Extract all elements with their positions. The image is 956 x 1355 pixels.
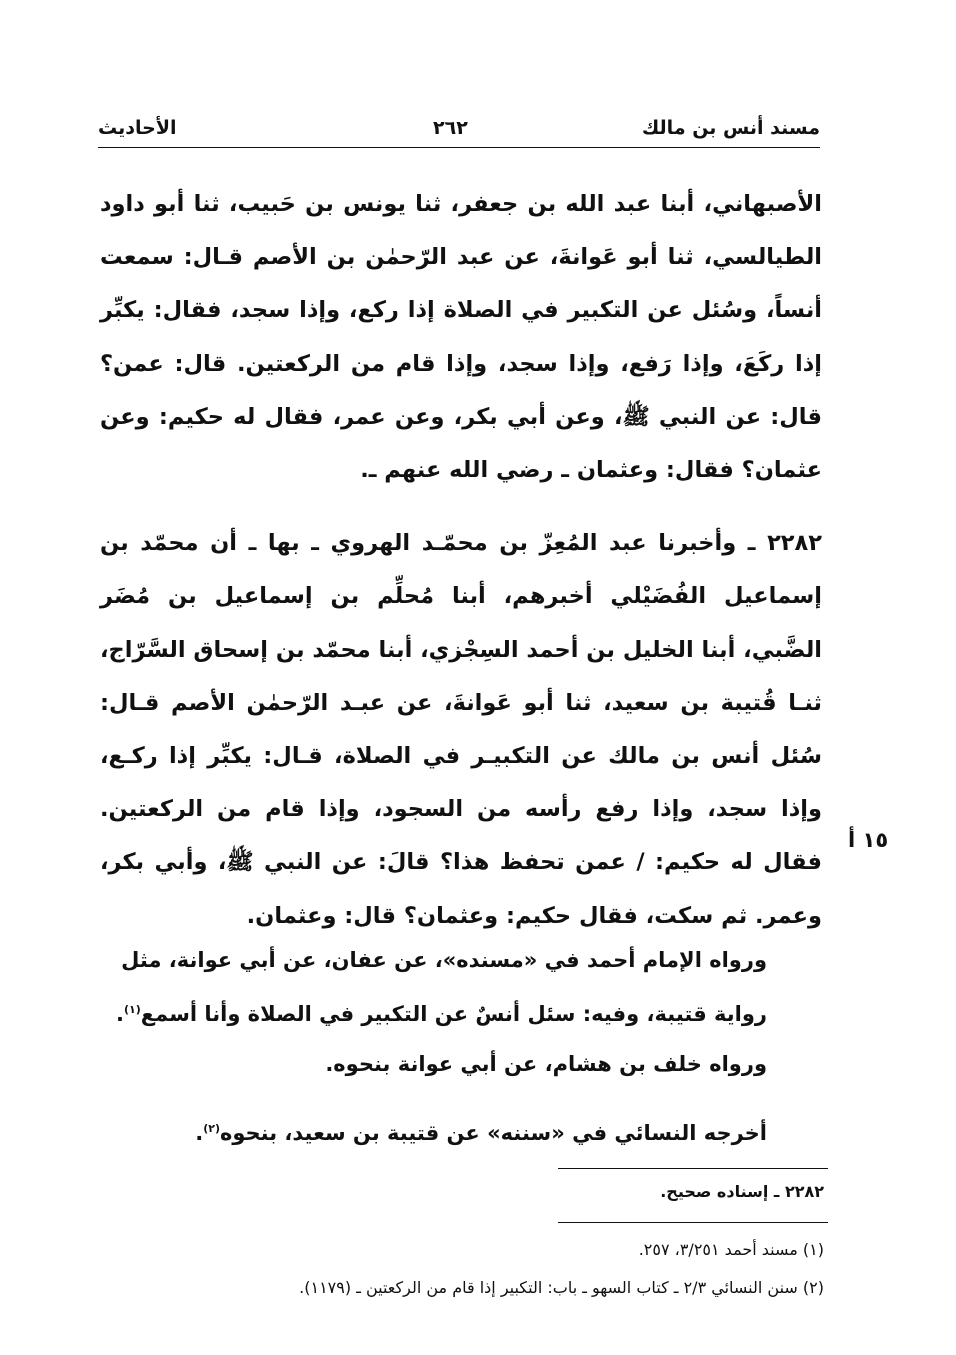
- hadith-continuation: الأصبهاني، أبنا عبد الله بن جعفر، ثنا يونس بن حَبيب، ثنا أبو داود الطيالسي، ثنا أبو عَوانةَ، عن عبد الرّحمٰن بن الأصم قـال: سمعت أنساً، وسُئل عن التكبير في الصلاة إذا ركع، وإذا سجد، فقال: يكبِّر إذا ركَعَ، وإذا رَفع، وإذا سجد، وإذا قام من الركعتين. قال: عمن؟ قال: عن النبي ﷺ، وعن أبي بكر، وعن عمر، فقال له حكيم: وعن عثمان؟ فقال: وعثمان ـ رضي الله عنهم ـ.: [100, 191, 822, 484]
- page-number: ٢٦٢: [433, 117, 468, 139]
- commentary-nasai-text: أخرجه النسائي في «سننه» عن قتيبة بن سعيد، بنحوه: [219, 1121, 767, 1145]
- hadith-2282: ٢٢٨٢ ـ وأخبرنا عبد المُعِزّ بن محمّـد الهروي ـ بها ـ أن محمّد بن إسماعيل الفُضَيْلي أخبرهم، أبنا مُحلِّم بن إسماعيل بن مُضَر الضَّبي، أبنا الخليل بن أحمد السِجْزي، أبنا محمّد بن إسحاق السَّرّاج، ثنـا قُتيبة بن سعيد، ثنا أبو عَوانةَ، عن عبـد الرّحمٰن الأصم قـال: سُئل أنس بن مالك عن التكبيـر في الصلاة، قـال: يكبِّر إذا ركـع، وإذا سجد، وإذا رفع رأسه من السجود، وإذا قام من الركعتين. فقال له حكيم: / عمن تحفظ هذا؟ قالَ: عن النبي ﷺ، وأبي بكر، وعمر. ثم سكت، فقال حكيم: وعثمان؟ قال: وعثمان.: [100, 530, 822, 929]
- main-text: [100, 178, 822, 943]
- commentary-khalaf: ورواه خلف بن هشام، عن أبي عوانة بنحوه.: [325, 1052, 767, 1076]
- commentary-ahmad: ورواه الإمام أحمد في «مسنده»، عن عفان، عن أبي عوانة، مثل رواية قتيبة، وفيه: سئل أنسٌ عن التكبير في الصلاة وأنا أسمع$^{(١)}$.: [116, 948, 767, 1026]
- footnote-ref-2: (٢): [203, 1122, 220, 1135]
- commentary-ahmad-text: ورواه الإمام أحمد في «مسنده»، عن عفان، عن أبي عوانة، مثل رواية قتيبة، وفيه: سئل أنسٌ عن التكبير في الصلاة وأنا أسمع: [121, 948, 767, 1026]
- footnote-divider-top: [558, 1168, 828, 1169]
- grading-note: ٢٢٨٢ ـ إسناده صحيح.: [660, 1182, 824, 1201]
- running-header: [98, 115, 820, 148]
- footnote-ref-1: (١): [123, 1003, 141, 1016]
- commentary-nasai: أخرجه النسائي في «سننه» عن قتيبة بن سعيد، بنحوه$^{(٢)}$.: [195, 1121, 767, 1145]
- commentary: [100, 935, 822, 1158]
- header-section-title: الأحاديث: [98, 117, 177, 139]
- footnote-divider: [558, 1222, 828, 1223]
- footnote-1: (١) مسند أحمد ٣/٢٥١، ٢٥٧.: [638, 1240, 824, 1259]
- manuscript-folio-note: ١٥ أ: [848, 828, 889, 852]
- footnote-2: (٢) سنن النسائي ٢/٣ ـ كتاب السهو ـ باب: التكبير إذا قام من الركعتين ـ (١١٧٩).: [299, 1278, 824, 1297]
- header-book-title: مسند أنس بن مالك: [641, 117, 820, 139]
